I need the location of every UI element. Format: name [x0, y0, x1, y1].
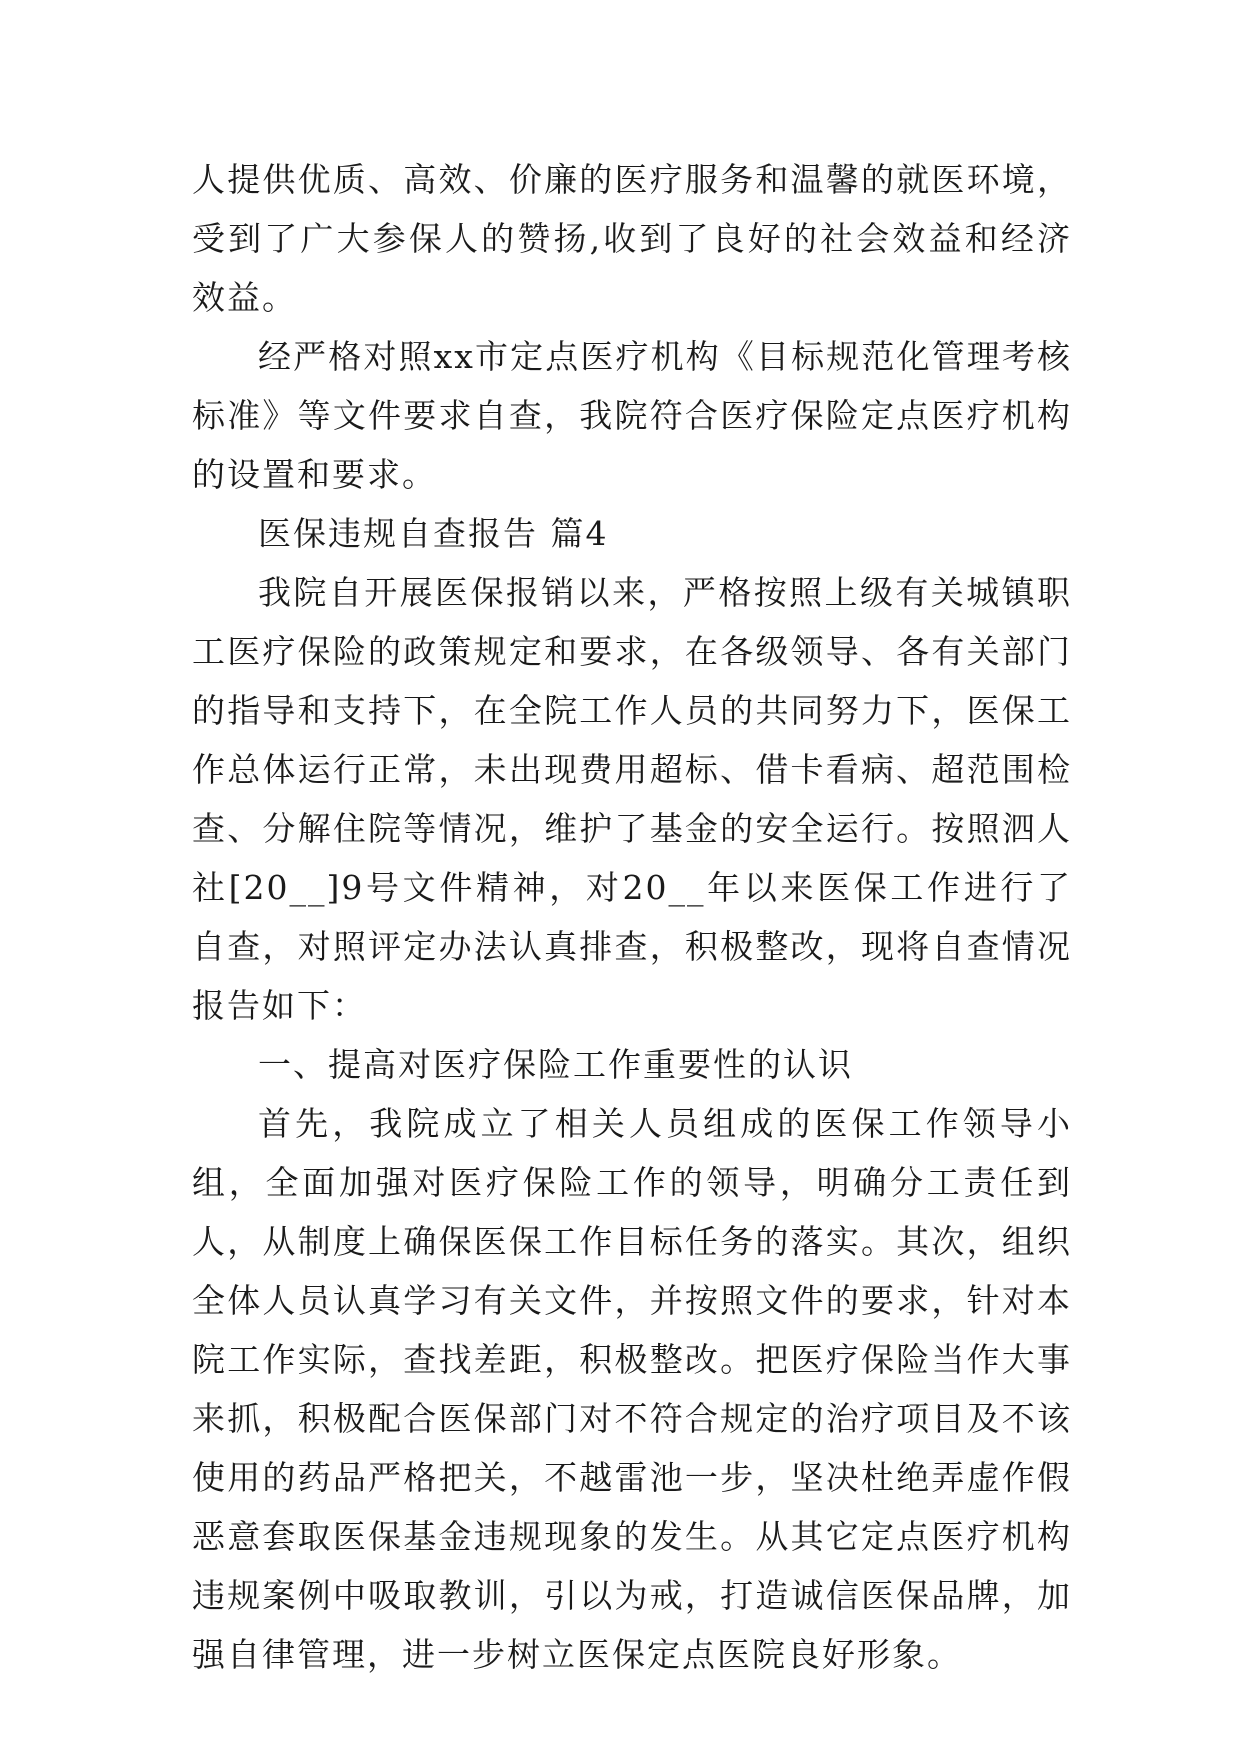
paragraph-intro: 我院自开展医保报销以来，严格按照上级有关城镇职工医疗保险的政策规定和要求，在各级领导、各有关部门的指导和支持下，在全院工作人员的共同努力下，医保工作总体运行正常，未出现费用超标、借卡看病、超范围检查、分解住院等情况，维护了基金的安全运行。按照泗人社[20__]9号文件精神，对20__年以来医保工作进行了自查，对照评定办法认真排查，积极整改，现将自查情况报告如下：: [192, 573, 1072, 1025]
document-body: [192, 150, 1072, 1684]
subsection-heading: 一、提高对医疗保险工作重要性的认识: [258, 1045, 853, 1084]
section-heading: 医保违规自查报告 篇4: [258, 514, 609, 553]
paragraph-measures: 首先，我院成立了相关人员组成的医保工作领导小组，全面加强对医疗保险工作的领导，明确分工责任到人，从制度上确保医保工作目标任务的落实。其次，组织全体人员认真学习有关文件，并按照文件的要求，针对本院工作实际，查找差距，积极整改。把医疗保险当作大事来抓，积极配合医保部门对不符合规定的治疗项目及不该使用的药品严格把关，不越雷池一步，坚决杜绝弄虚作假恶意套取医保基金违规现象的发生。从其它定点医疗机构违规案例中吸取教训，引以为戒，打造诚信医保品牌，加强自律管理，进一步树立医保定点医院良好形象。: [192, 1104, 1072, 1674]
paragraph-compliance: 经严格对照xx市定点医疗机构《目标规范化管理考核标准》等文件要求自查，我院符合医疗保险定点医疗机构的设置和要求。: [192, 337, 1072, 494]
paragraph-continuation: 人提供优质、高效、价廉的医疗服务和温馨的就医环境，受到了广大参保人的赞扬,收到了良好的社会效益和经济效益。: [192, 160, 1072, 317]
